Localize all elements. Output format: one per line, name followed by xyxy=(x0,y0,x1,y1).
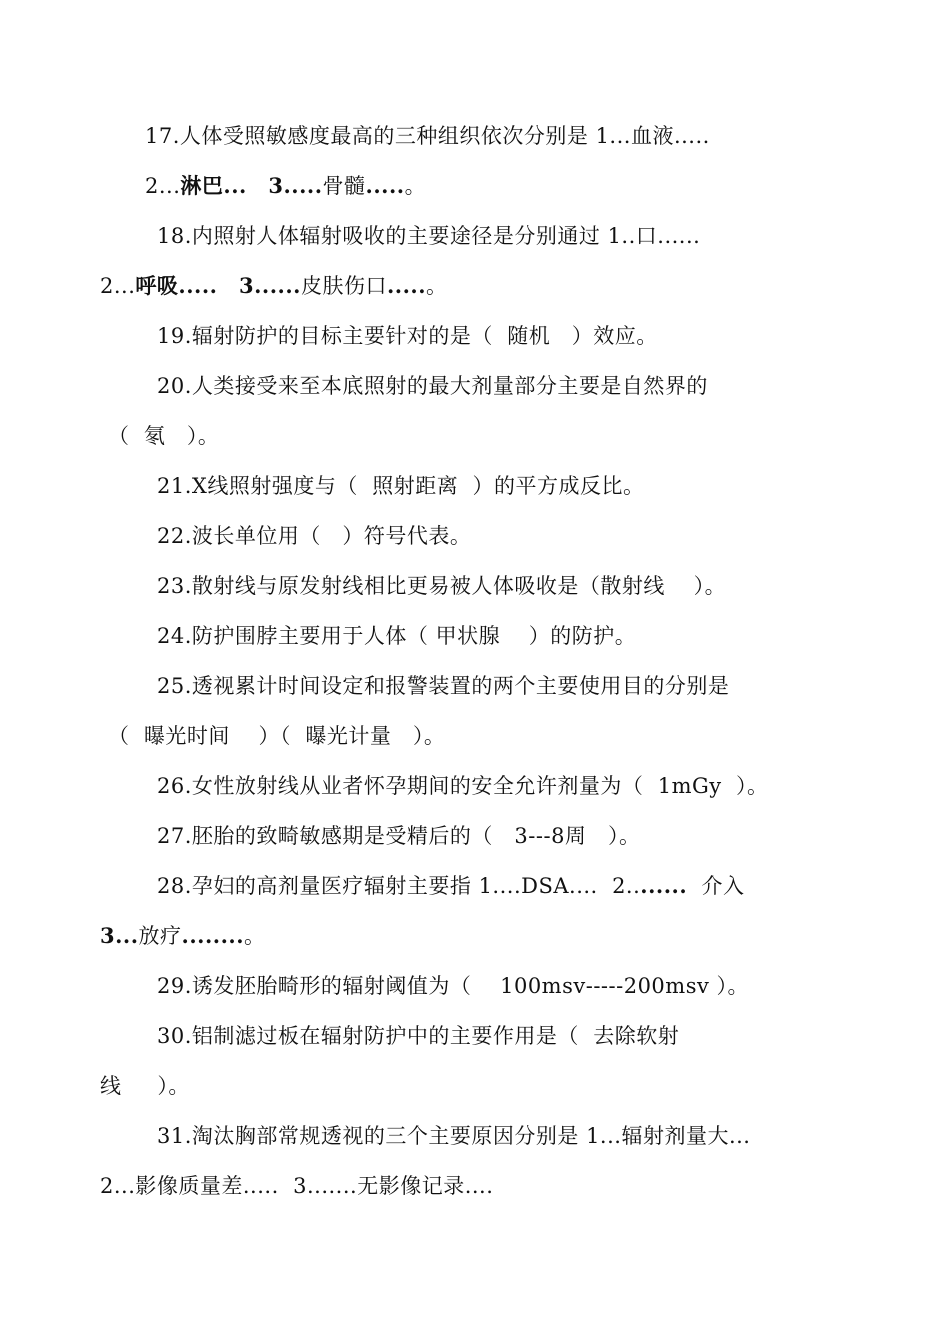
text-run: 25.透视累计时间设定和报警装置的两个主要使用目的分别是 xyxy=(157,674,730,698)
text-run: 23.散射线与原发射线相比更易被人体吸收是（散射线 ）。 xyxy=(157,574,727,598)
text-run: （ 曝光时间 ）（ 曝光计量 ）。 xyxy=(108,724,446,748)
text-run: 29.诱发胚胎畸形的辐射阈值为（ 100msv-----200msv ）。 xyxy=(157,974,750,998)
text-run: 2... xyxy=(145,174,181,198)
text-line xyxy=(157,1122,750,1150)
text-run: 骨髓 xyxy=(322,174,366,198)
text-line xyxy=(100,922,266,950)
text-line xyxy=(157,322,658,350)
text-line xyxy=(157,522,471,550)
text-run: 。 xyxy=(426,274,448,298)
text-run: 皮肤伤口 xyxy=(300,274,387,298)
text-run: 24.防护围脖主要用于人体（ 甲状腺 ）的防护。 xyxy=(157,624,637,648)
bold-text-run: ..... xyxy=(386,273,427,298)
bold-text-run: 3...... xyxy=(238,273,301,298)
text-line xyxy=(157,972,749,1000)
text-run: 22.波长单位用（ ）符号代表。 xyxy=(157,524,472,548)
text-line xyxy=(157,372,708,400)
text-run: 27.胚胎的致畸敏感期是受精后的（ 3---8周 ）。 xyxy=(157,824,641,848)
text-run: 20.人类接受来至本底照射的最大剂量部分主要是自然界的 xyxy=(157,374,708,398)
bold-text-run: 3..... xyxy=(268,173,323,198)
text-run: 19.辐射防护的目标主要针对的是（ 随机 ）效应。 xyxy=(157,324,658,348)
bold-text-run: 淋巴... xyxy=(180,173,247,198)
text-line xyxy=(157,472,645,500)
text-run: 线 ）。 xyxy=(100,1074,190,1098)
text-line xyxy=(145,172,426,200)
text-run: 18.内照射人体辐射吸收的主要途径是分别通过 1..口...... xyxy=(157,224,701,248)
text-run: 。 xyxy=(244,924,266,948)
text-line xyxy=(157,1022,679,1050)
text-line xyxy=(157,772,769,800)
text-line xyxy=(145,122,710,150)
text-line xyxy=(157,622,636,650)
text-run: 2... xyxy=(100,274,136,298)
text-run: 31.淘汰胸部常规透视的三个主要原因分别是 1...辐射剂量大... xyxy=(157,1124,751,1148)
text-run: 介入 xyxy=(687,874,745,898)
text-run: 放疗 xyxy=(138,924,182,948)
bold-text-run: 3... xyxy=(100,923,139,948)
bold-text-run: 呼吸..... xyxy=(135,273,218,298)
text-line xyxy=(108,722,445,750)
text-line xyxy=(157,572,726,600)
text-line xyxy=(100,1172,493,1200)
text-run: 28.孕妇的高剂量医疗辐射主要指 1....DSA.... 2.. xyxy=(157,874,641,898)
text-line xyxy=(100,272,448,300)
text-line xyxy=(157,222,700,250)
text-run: 30.铝制滤过板在辐射防护中的主要作用是（ 去除软射 xyxy=(157,1024,680,1048)
text-run: 2...影像质量差..... 3.......无影像记录.... xyxy=(100,1174,494,1198)
text-line xyxy=(157,822,640,850)
text-line xyxy=(157,672,729,700)
text-run: 26.女性放射线从业者怀孕期间的安全允许剂量为（ 1mGy ）。 xyxy=(157,774,769,798)
text-run: （ 氡 ）。 xyxy=(108,424,220,448)
text-run xyxy=(247,174,269,198)
text-run xyxy=(217,274,239,298)
text-line xyxy=(157,872,745,900)
text-run: 。 xyxy=(404,174,427,198)
text-line xyxy=(100,1072,190,1100)
text-run: 17.人体受照敏感度最高的三种组织依次分别是 1...血液..... xyxy=(145,124,710,148)
bold-text-run: ...... xyxy=(640,873,688,898)
text-run: 21.X线照射强度与（ 照射距离 ）的平方成反比。 xyxy=(157,474,645,498)
bold-text-run: ..... xyxy=(365,173,405,198)
bold-text-run: ........ xyxy=(181,923,245,948)
text-line xyxy=(108,422,219,450)
